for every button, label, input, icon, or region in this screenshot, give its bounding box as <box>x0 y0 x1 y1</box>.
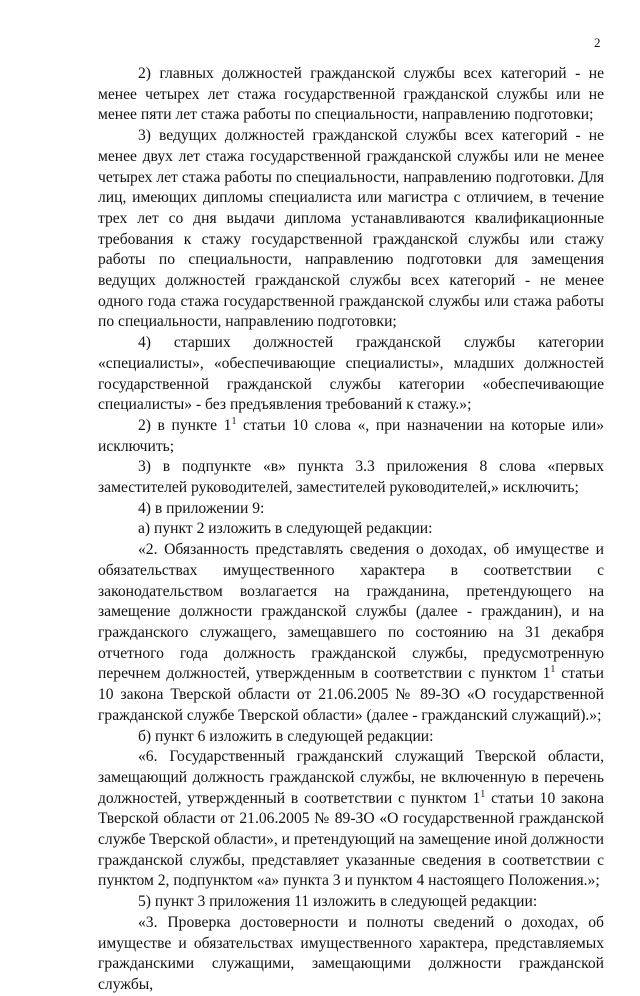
superscript: 1 <box>231 415 237 427</box>
paragraph-amendment-annex-11: 5) пункт 3 приложения 11 изложить в следующей редакции: <box>138 893 538 911</box>
paragraph-amendment-annex-8: 3) в подпункте «в» пункта 3.3 приложения 8 слова «первых заместителей руководителей, заместителей руководителей,» исключить; <box>98 458 604 497</box>
paragraph-main-positions: 2) главных должностей гражданской службы всех категорий - не менее четырех лет стажа государственной гражданской службы или не менее пяти лет стажа работы по специальности, направлению подготовки; <box>98 65 604 124</box>
paragraph-leading-positions: 3) ведущих должностей гражданской службы всех категорий - не менее двух лет стажа государственной гражданской службы или не менее четырех лет стажа работы по специальности, направлению подготовки. Для лиц, имеющих дипломы специалиста или магистра с отличием, в течение трех лет со дня выдачи диплома устанавливаются квалификационные требования к стажу государственной гражданской службы или стажу работы по специальности, направлению подготовки для замещения ведущих должностей гражданской службы всех категорий - не менее одного года стажа государственной гражданской службы или стажа работы по специальности, направлению подготовки; <box>98 127 604 331</box>
page-number: 2 <box>594 35 601 50</box>
paragraph-text: статьи 10 слова «, при назначении на которые или» исключить; <box>98 416 604 455</box>
paragraph-senior-positions: 4) старших должностей гражданской службы категории «специалисты», «обеспечивающие специалисты», младших должностей государственной гражданской службы категории «обеспечивающие специалисты» - без предъявления требований к стажу.»; <box>98 334 604 414</box>
superscript: 1 <box>480 788 486 800</box>
paragraph-text: 2) в пункте 1 <box>138 416 232 434</box>
paragraph-item-a: а) пункт 2 изложить в следующей редакции: <box>138 520 433 538</box>
paragraph-text: статьи 10 закона Тверской области от 21.06.2005 № 89-ЗО «О государственной гражданской службе Тверской области» (далее - гражданский служащий).»; <box>98 665 604 724</box>
paragraph-text: статьи 10 закона Тверской области от 21.06.2005 № 89-ЗО «О государственной гражданской службе Тверской области», и претендующий на замещение иной должности гражданской службы, представляет указанные сведения в соответствии с пунктом 2, подпунктом «а» пункта 3 и пунктом 4 настоящего Положения.»; <box>98 789 604 890</box>
paragraph-annex-9-heading: 4) в приложении 9: <box>138 499 265 517</box>
paragraph-text: «2. Обязанность представлять сведения о доходах, об имуществе и обязательствах имущественного характера в соответствии с законодательством возлагается на гражданина, претендующего на замещение должности гражданской службы (далее - гражданин), и на гражданского служащего, замещавшего по состоянию на 31 декабря отчетного года должность гражданской службы, предусмотренную перечнем должностей, утвержденным в соответствии с пунктом 1 <box>98 541 604 683</box>
paragraph-item-b: б) пункт 6 изложить в следующей редакции: <box>138 727 434 745</box>
paragraph-clause-2 <box>98 540 604 726</box>
paragraph-clause-6 <box>98 747 604 892</box>
superscript: 1 <box>550 664 556 676</box>
document-body <box>98 64 604 996</box>
paragraph-amendment-article-10 <box>98 416 604 457</box>
paragraph-text: «6. Государственный гражданский служащий Тверской области, замещающий должность гражданской службы, не включенную в перечень должностей, утвержденный в соответствии с пунктом 1 <box>98 748 604 807</box>
paragraph-clause-3: «3. Проверка достоверности и полноты сведений о доходах, об имуществе и обязательствах имущественного характера, представляемых гражданскими служащими, замещающими должности гражданской службы, <box>98 913 604 993</box>
